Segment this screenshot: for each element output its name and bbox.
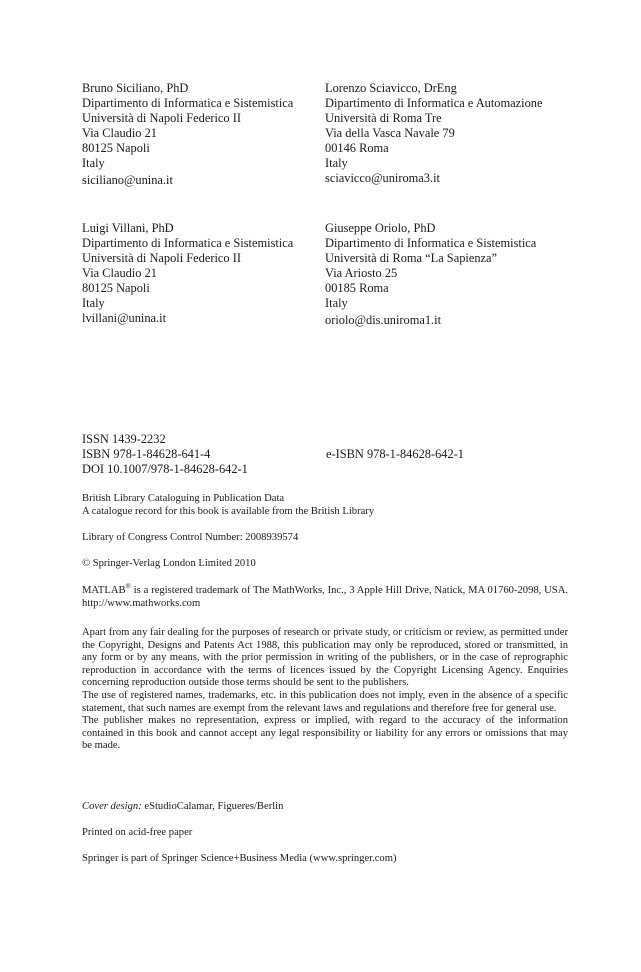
author-name: Bruno Siciliano, PhD <box>82 81 189 95</box>
author-department: Dipartimento di Informatica e Sistemistica <box>82 236 294 250</box>
author-university: Università di Roma Tre <box>325 111 442 125</box>
author-department: Dipartimento di Informatica e Sistemistica <box>82 96 294 110</box>
author-street: Via Claudio 21 <box>82 126 157 140</box>
author-block-sciavicco <box>325 81 542 186</box>
legal-notice <box>82 627 568 753</box>
isbn: ISBN 978-1-84628-641-4 <box>82 447 211 461</box>
author-country: Italy <box>82 156 105 170</box>
matlab-text: is a registered trademark of The MathWorks, Inc., 3 Apple Hill Drive, Natick, MA 01760-2098, USA. http://www.mathworks.com <box>82 585 568 609</box>
author-email: sciavicco@uniroma3.it <box>325 171 440 185</box>
author-block-oriolo <box>325 221 536 328</box>
author-city: 80125 Napoli <box>82 281 150 295</box>
author-university: Università di Napoli Federico II <box>82 111 241 125</box>
cover-design-value: eStudioCalamar, Figueres/Berlin <box>141 801 284 812</box>
author-street: Via Claudio 21 <box>82 266 157 280</box>
cover-design-label: Cover design: <box>82 801 142 812</box>
author-country: Italy <box>325 296 348 310</box>
author-country: Italy <box>82 296 105 310</box>
identifier-block <box>82 432 248 477</box>
author-email: lvillani@unina.it <box>82 311 167 325</box>
author-name: Giuseppe Oriolo, PhD <box>325 221 436 235</box>
matlab-trademark-note <box>82 582 568 610</box>
legal-paragraph: Apart from any fair dealing for the purposes of research or private study, or criticism or review, as permitted under the Copyright, Designs and Patents Act 1988, this publication may only be reproduced, stored or transmitted, in any form or by any means, with the prior permission in writing of the publishers, or in the case of reprographic reproduction in accordance with the terms of licences issued by the Copyright Licensing Agency. Enquiries concerning reproduction outside those terms should be sent to the publishers. <box>82 627 568 689</box>
author-city: 00146 Roma <box>325 141 389 155</box>
cataloguing-note <box>82 493 568 518</box>
eisbn: e-ISBN 978-1-84628-642-1 <box>326 447 464 461</box>
author-block-villani <box>82 221 293 326</box>
copyright-notice: © Springer-Verlag London Limited 2010 <box>82 558 256 569</box>
author-email: siciliano@unina.it <box>82 173 173 187</box>
author-name: Luigi Villani, PhD <box>82 221 174 235</box>
publisher-note: Springer is part of Springer Science+Business Media (www.springer.com) <box>82 853 397 864</box>
author-country: Italy <box>325 156 348 170</box>
author-university: Università di Napoli Federico II <box>82 251 241 265</box>
cataloguing-line: British Library Cataloguing in Publication Data <box>82 493 285 504</box>
author-name: Lorenzo Sciavicco, DrEng <box>325 81 457 95</box>
matlab-name: MATLAB <box>82 585 126 596</box>
paper-note: Printed on acid-free paper <box>82 827 193 838</box>
author-street: Via della Vasca Navale 79 <box>325 126 455 140</box>
author-email: oriolo@dis.uniroma1.it <box>325 313 442 327</box>
author-department: Dipartimento di Informatica e Automazione <box>325 96 543 110</box>
legal-paragraph: The publisher makes no representation, express or implied, with regard to the accuracy of the information contained in this book and cannot accept any legal responsibility or liability for any errors or omissions that may be made. <box>82 715 568 752</box>
cataloguing-line: A catalogue record for this book is available from the British Library <box>82 505 375 517</box>
legal-paragraph: The use of registered names, trademarks, etc. in this publication does not imply, even in the absence of a specific statement, that such names are exempt from the relevant laws and regulations and therefore free for general use. <box>82 689 568 714</box>
author-department: Dipartimento di Informatica e Sistemistica <box>325 236 537 250</box>
registered-mark: ® <box>125 582 131 591</box>
doi: DOI 10.1007/978-1-84628-642-1 <box>82 462 248 476</box>
loc-control-number: Library of Congress Control Number: 2008939574 <box>82 532 299 543</box>
author-city: 00185 Roma <box>325 281 389 295</box>
author-street: Via Ariosto 25 <box>325 266 398 280</box>
author-block-siciliano <box>82 81 293 188</box>
issn: ISSN 1439-2232 <box>82 432 166 446</box>
author-city: 80125 Napoli <box>82 141 150 155</box>
author-university: Università di Roma “La Sapienza” <box>325 251 498 265</box>
cover-design-credit <box>82 801 568 814</box>
